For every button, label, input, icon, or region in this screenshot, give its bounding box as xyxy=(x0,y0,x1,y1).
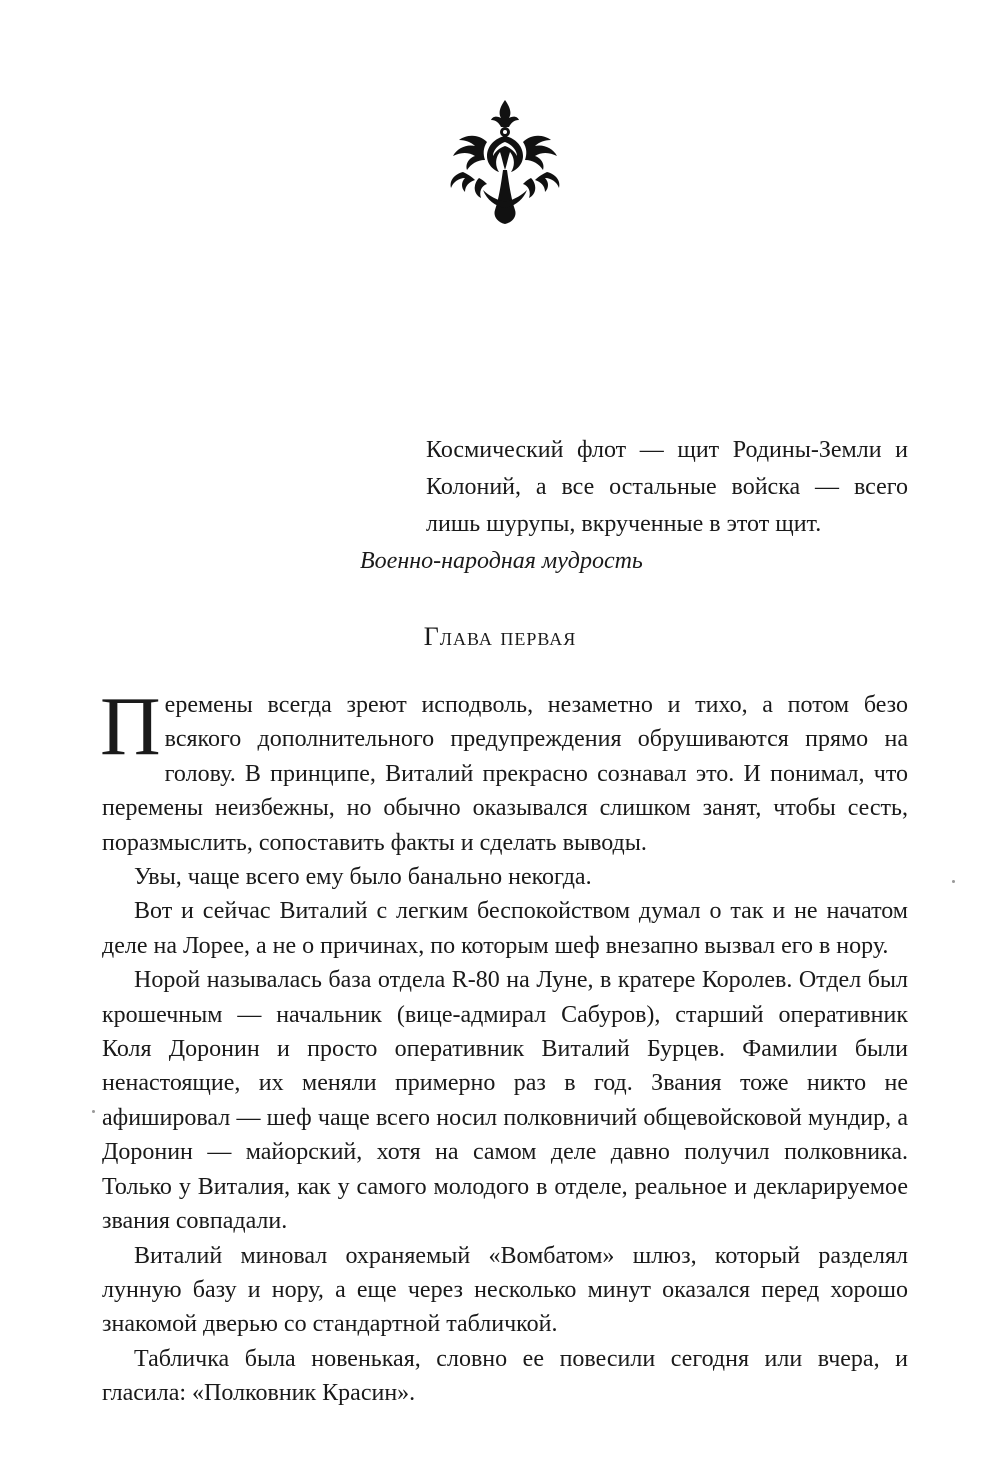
drop-cap: П xyxy=(100,680,161,773)
paragraph: Норой называлась база отдела R-80 на Луне, в кратере Королев. Отдел был крошечным — начальник (вице-адмирал Сабуров), старший оперативник Коля Доронин и просто оперативник Виталий Бурцев. Фамилии были ненастоящие, их меняли примерно раз в год. Звания тоже никто не афишировал — шеф чаще всего носил полковничий общевойсковой мундир, а Доронин — майорский, хотя на самом деле давно получил полковника. Только у Виталия, как у самого молодого в отделе, реальное и декларируемое звания совпадали. xyxy=(102,967,908,1235)
paragraph: Вот и сейчас Виталий с легким беспокойством думал о так и не начатом деле на Лорее, а не о причинах, по которым шеф внезапно вызвал его в нору. xyxy=(102,898,908,959)
epigraph xyxy=(360,432,908,580)
epigraph-source: Военно-народная мудрость xyxy=(360,548,643,574)
paragraph-text: еремены всегда зреют исподволь, незаметно и тихо, а потом безо всякого дополнительного предупреждения обрушиваются прямо на голову. В принципе, Виталий прекрасно сознавал это. И понимал, что перемены неизбежны, но обычно оказывался слишком занят, чтобы сесть, поразмыслить, сопоставить факты и сделать выводы. xyxy=(102,692,908,856)
chapter-body xyxy=(100,680,908,1411)
chapter-title: Глава первая xyxy=(423,622,577,651)
paragraph: Виталий миновал охраняемый «Вомбатом» шлюз, который разделял лунную базу и нору, а еще через несколько минут оказался перед хорошо знакомой дверью со стандартной табличкой. xyxy=(102,1242,908,1338)
paper-speck xyxy=(952,880,955,883)
paragraph: Табличка была новенькая, словно ее повесили сегодня или вчера, и гласила: «Полковник Красин». xyxy=(102,1345,908,1407)
paragraph xyxy=(100,680,908,860)
paragraph: Увы, чаще всего ему было банально некогда. xyxy=(134,864,592,891)
epigraph-text: Космический флот — щит Родины-Земли и Колоний, а все остальные войска — всего лишь шурупы, вкрученные в этот щит. xyxy=(426,437,908,537)
paper-speck xyxy=(92,1110,95,1113)
floral-fleuron-icon xyxy=(443,98,567,226)
